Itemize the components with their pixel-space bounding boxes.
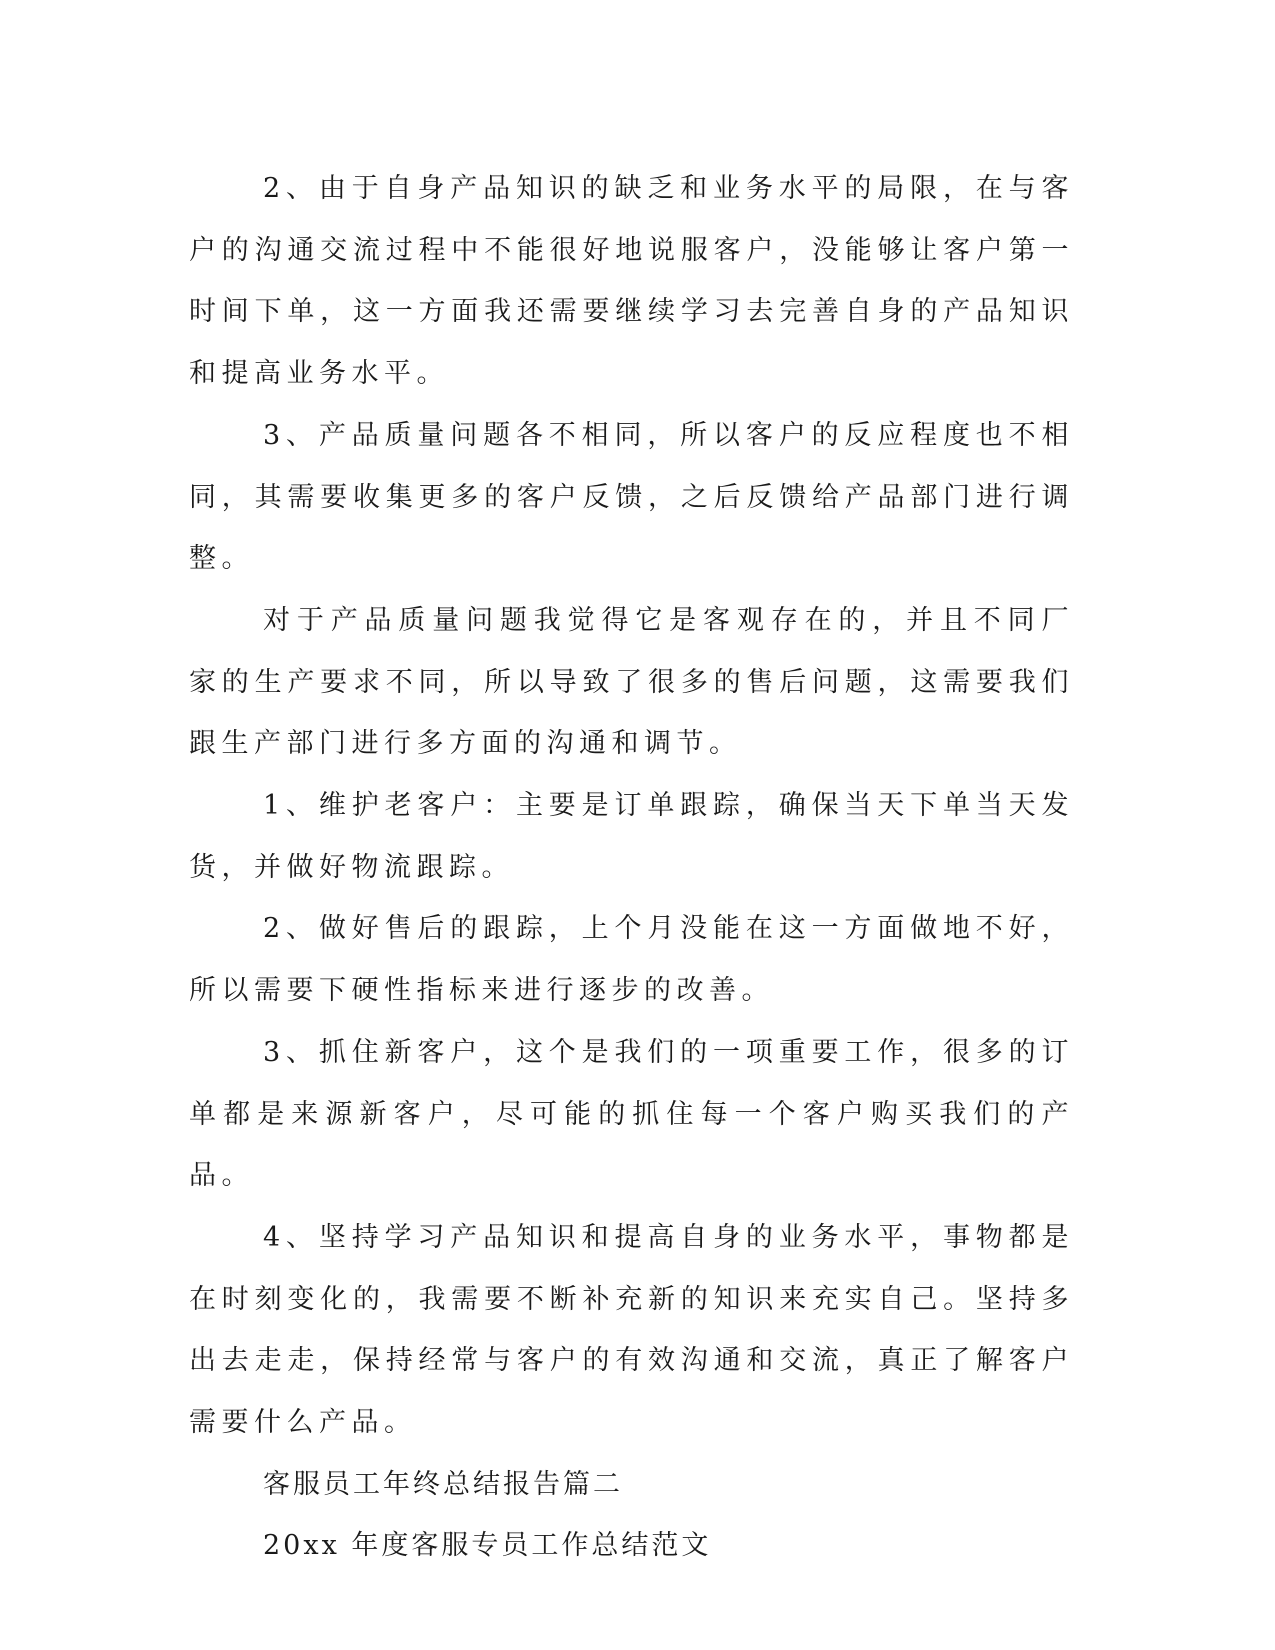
paragraph-quality-issues: 3、产品质量问题各不相同，所以客户的反应程度也不相同，其需要收集更多的客户反馈，之后反馈给产品部门进行调整。 bbox=[189, 419, 1074, 575]
paragraph-keep-learning: 4、坚持学习产品知识和提高自身的业务水平，事物都是在时刻变化的，我需要不断补充新的知识来充实自己。坚持多出去走走，保持经常与客户的有效沟通和交流，真正了解客户需要什么产品。 bbox=[189, 1221, 1074, 1439]
paragraph-quality-objective: 对于产品质量问题我觉得它是客观存在的，并且不同厂家的生产要求不同，所以导致了很多的售后问题，这需要我们跟生产部门进行多方面的沟通和调节。 bbox=[189, 604, 1074, 760]
article-title: 20xx 年度客服专员工作总结范文 bbox=[263, 1530, 712, 1562]
paragraph-product-knowledge: 2、由于自身产品知识的缺乏和业务水平的局限，在与客户的沟通交流过程中不能很好地说服客户，没能够让客户第一时间下单，这一方面我还需要继续学习去完善自身的产品知识和提高业务水平。 bbox=[189, 173, 1074, 390]
paragraph-new-customers: 3、抓住新客户，这个是我们的一项重要工作，很多的订单都是来源新客户，尽可能的抓住每一个客户购买我们的产品。 bbox=[189, 1036, 1074, 1192]
paragraph-maintain-customers: 1、维护老客户：主要是订单跟踪，确保当天下单当天发货，并做好物流跟踪。 bbox=[189, 790, 1074, 883]
section-title: 客服员工年终总结报告篇二 bbox=[263, 1468, 623, 1500]
paragraph-after-sales: 2、做好售后的跟踪，上个月没能在这一方面做地不好，所以需要下硬性指标来进行逐步的改善。 bbox=[189, 913, 1074, 1007]
document-body bbox=[189, 158, 1074, 1577]
